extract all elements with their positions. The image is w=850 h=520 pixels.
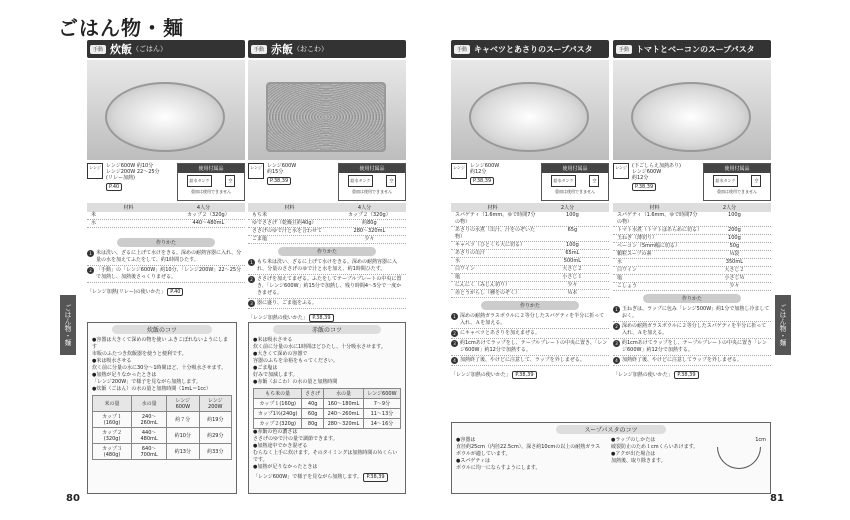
water-tank-state: 空 (225, 175, 235, 187)
steps (613, 294, 771, 366)
side-tab-right: ごはん物・麺 (775, 295, 791, 355)
pasta-bowl-icon (631, 82, 751, 152)
tip-text: ●加熱途中でかき混ぜる (253, 443, 308, 449)
material-row: スパゲティ（1.6mm、ゆで時間7分の物） 100g (451, 212, 609, 227)
materials (613, 203, 771, 291)
page-ref: P.38,39 (632, 183, 656, 191)
bowl-icon (717, 447, 761, 469)
heat-line: レンジ600W (470, 163, 500, 169)
page-number-right: 81 (770, 493, 784, 504)
recipe-photo (248, 60, 406, 160)
recipe-tomato-pasta (613, 40, 771, 379)
material-row: ささげのゆで汁と水を合わせて 280〜320mL (248, 228, 406, 236)
page-ref: P.40 (106, 183, 122, 191)
tip-text: ボウルに均一にならすようにします。 (456, 465, 541, 471)
material-row: 水 500mL (451, 258, 609, 266)
tip-text: 好みで加減します。 (253, 372, 298, 378)
servings: 2人分 (722, 205, 737, 211)
tip-text: ●容器は (456, 437, 476, 443)
recipe-sub: （おこわ） (293, 45, 329, 53)
material-row: こしょう 少々 (613, 283, 771, 291)
step: 2 ささげを加えてまぜる。ふたをしてテーブルプレートの中央に置き、「レンジ600W」約15分で加熱し、残り時間4〜5分で一度かきまぜる。 (248, 275, 406, 299)
tip-text: ●加熱が足りなかったときは (92, 372, 157, 378)
material-row: 水 350mL (613, 259, 771, 267)
tips-title: 赤飯のコツ (273, 325, 381, 334)
recipe-sekihan (248, 40, 406, 322)
tip-text: ●米は吸水させる (92, 358, 132, 364)
accessories-box (338, 163, 406, 201)
heat-line: 約12分 (632, 175, 649, 181)
tips-title: 炊飯のコツ (112, 325, 212, 334)
steps-header: 作りかた (481, 301, 579, 310)
step: 3 器に盛り、ごま塩をふる。 (248, 299, 406, 309)
accessories-box (177, 163, 245, 201)
step: 4 加熱終了後、やけどに注意してラップを外しまぜる。 (613, 356, 771, 366)
step: 3 約1cmあけてラップをし、テーブルプレートの中央に置き、「レンジ600W」約12分で加熱する。 (451, 339, 609, 356)
step: 1 玉ねぎは、ラップに包み「レンジ500W」約1分で加熱し冷ましておく。 (613, 305, 771, 322)
manual-tag: 手動 (90, 45, 106, 54)
microwave-icon: レンジ (613, 163, 629, 179)
heat-line: (リレー加熱) (106, 175, 135, 181)
recipe-header (248, 40, 406, 58)
material-row: トマト水煮（トマトはあらめに切る） 200g (613, 227, 771, 235)
heat-line: レンジ600W (632, 169, 662, 175)
servings: 2人分 (560, 205, 575, 211)
steps (451, 301, 609, 366)
recipe-name: キャベツとあさりのスープパスタ (474, 44, 593, 54)
tip-text: 直径約25cm（内径22.5cm）、深さ約10cmの以上の耐熱ガラスボウルが適しています。 (456, 444, 601, 457)
material-row: 玉ねぎ（薄切り） 100g (613, 235, 771, 243)
plate-note: 重皿は使用できません (555, 189, 595, 194)
tip-text: 「レンジ200W」で様子を見ながら加熱します。 (92, 379, 201, 385)
step: 2 「手動」の「レンジ600W」約10分、「レンジ200W」22〜25分で加熱し、加熱後さっくりまぜる。 (87, 266, 245, 283)
steps-header: 作りかた (278, 247, 376, 256)
page-ref: P.38,39 (267, 177, 291, 185)
material-row: もち米 カップ２（320g） (248, 212, 406, 220)
rice-tips (87, 322, 237, 494)
material-row: 水 440〜480mL (87, 220, 245, 228)
tip-text: 加熱後、取り除きます。 (611, 458, 666, 464)
material-row: 米 カップ２（320g） (87, 212, 245, 220)
tip-text: 炊く前に分量の水に30分〜1時間ほど、十分吸水させます。 (92, 365, 227, 371)
step: 1 米は洗い、ざるに上げて水けをきる。深めの耐熱容器に入れ、分量の水を加えてふたをして、約1時間ひたす。 (87, 249, 245, 266)
plate-note: 重皿は使用できません (352, 189, 392, 194)
tip-text: 「レンジ600W」で様子を見ながら加熱します。 P.38,39 (253, 471, 401, 482)
materials-label: 材料 (123, 205, 134, 211)
page-number-left: 80 (66, 493, 80, 504)
recipe-name: トマトとベーコンのスープパスタ (636, 44, 755, 54)
microwave-icon: レンジ (248, 163, 264, 179)
material-row: キャベツ（ひとくち大に切る） 100g (451, 242, 609, 250)
rice-time-table: 米の量 水の量 レンジ600W レンジ200W カップ１(160g) 240〜260mL 約７分 約19分 カップ２(320g) 440〜480mL 約10分 約29分 カップ３(480g) 640〜700mL 約13分 約33分 (92, 395, 232, 460)
step: 4 加熱終了後、やけどに注意して、ラップを外しまぜる。 (451, 356, 609, 366)
heat-line: 約12分 (470, 169, 487, 175)
tip-text: 炊く前に分量の水に1時間ほどひたし、十分吸水させます。 (253, 344, 386, 350)
servings: 4人分 (357, 205, 372, 211)
material-row: あさりの水煮（缶汁、汁をのぞいた物） 65g (451, 227, 609, 242)
accessories-header: 使用付属品 (704, 164, 770, 173)
tip-text: ●米は吸水させる (253, 337, 293, 343)
material-row: 塩 小さじ１ (451, 274, 609, 282)
heat-line: 約15分 (267, 169, 284, 175)
accessories-header: 使用付属品 (339, 164, 405, 173)
microwave-icon: レンジ (451, 163, 467, 179)
manual-tag: 手動 (251, 45, 267, 54)
tip-table-title: ●炊飯（ごはん）の水の量と加熱時間（1mL＝1cc） (92, 386, 211, 392)
tip-text: ●容器は大きくて深めの物を使い ふきこぼれないようにします (92, 337, 228, 350)
material-row: 顆粒スープの素 ⅓袋 (613, 251, 771, 259)
recipe-header (451, 40, 609, 58)
step: 1 深めの耐熱ガラスボウルに２等分したスパゲティを半分に折って入れ、Ａを加える。 (451, 312, 609, 329)
water-tank-label: 給水タンク (713, 175, 739, 187)
manual-tag: 手動 (616, 45, 632, 54)
recipe-name: 赤飯 (271, 43, 294, 56)
recipe-photo (613, 60, 771, 160)
tip-text: 破裂防止のため１cmくらいあけます。 (611, 444, 699, 450)
heat-line: (下ごしらえ加熱あり) (632, 163, 681, 169)
material-row: ベーコン（5mm幅に切る） 50g (613, 243, 771, 251)
material-row: スパゲティ（1.6mm、ゆで時間7分の物） 100g (613, 212, 771, 227)
heat-line: レンジ600W 約10分 (106, 163, 154, 169)
step: 3 約1cmあけてラップをし、テーブルプレートの中央に置き「レンジ600W」約12分で加熱する。 (613, 339, 771, 356)
materials (248, 203, 406, 244)
water-tank-state: 空 (386, 175, 396, 187)
tip-text: 市販のふたつき炊飯器を使うと便利です。 (92, 351, 187, 357)
bowl-diagram (717, 437, 766, 472)
material-row: ごま塩 少々 (248, 236, 406, 244)
sekihan-tips (248, 322, 406, 494)
step: 1 もち米は洗い、ざるに上げて水けをきる。深めの耐熱容器に入れ、分量のささげのゆで汁と水を加え、約1時間ひたす。 (248, 258, 406, 275)
material-row: 赤とうがらし（種をのぞく） ½本 (451, 290, 609, 298)
tip-text: 容器のふちを余裕をもってください。 (253, 358, 339, 364)
step: 2 にキャベツとあさりを加えまぜる。 (451, 329, 609, 339)
water-tank-state: 空 (751, 175, 761, 187)
materials-label: 材料 (487, 205, 498, 211)
servings: 4人分 (196, 205, 211, 211)
steps (248, 247, 406, 309)
sekihan-box-icon (266, 82, 386, 152)
tip-text: ●大きくて深めの容器で (253, 351, 308, 357)
sekihan-time-table: もち米の量 ささげ 水の量 レンジ600W カップ１(160g) 40g 160〜180mL 7〜9分 カップ1½(240g) 60g 240〜260mL 11〜13分 カップ２(320g) 80g 280〜320mL 14〜16分 (253, 388, 401, 429)
accessories-box (541, 163, 609, 201)
tip-text: ●アクが出た場合は (611, 451, 656, 457)
materials-label: 材料 (649, 205, 660, 211)
material-row: 塩 小さじ½ (613, 275, 771, 283)
recipe-header (613, 40, 771, 58)
water-tank-label: 給水タンク (187, 175, 213, 187)
rice-pot-icon (105, 82, 225, 152)
page-ref: P.38,39 (470, 177, 494, 185)
accessories-header: 使用付属品 (178, 164, 244, 173)
usage-note: 「レンジ加熱の使いかた」 P.38,39 (613, 369, 771, 379)
tip-text: むらなく上手に炊けます。そのタイミングは加熱時間の½くらいです。 (253, 450, 398, 463)
step: 2 深めの耐熱ガラスボウルに２等分したスパゲティを半分に折って入れ、Ａを加える。 (613, 322, 771, 339)
recipe-header (87, 40, 245, 58)
usage-note: 「レンジ加熱の使いかた」 P.38,39 (451, 369, 609, 379)
water-tank-state: 空 (589, 175, 599, 187)
material-row: 白ワイン 大さじ２ (451, 266, 609, 274)
tips-title: スープパスタのコツ (556, 425, 666, 434)
steps (87, 238, 245, 283)
side-tab-left: ごはん物・麺 (60, 295, 76, 355)
manual-tag: 手動 (454, 45, 470, 54)
tip-text: ●ごま塩は (253, 365, 278, 371)
materials (87, 203, 245, 228)
heat-line: レンジ600W (267, 163, 297, 169)
material-row: 白ワイン 大さじ２ (613, 267, 771, 275)
water-tank-label: 給水タンク (348, 175, 374, 187)
tip-text: ささげのゆで汁の量で調節できます。 (253, 436, 338, 442)
water-tank-label: 給水タンク (551, 175, 577, 187)
recipe-rice (87, 40, 245, 296)
pasta-tips (451, 422, 771, 494)
tip-text: ●ラップのしかたは (611, 437, 656, 443)
usage-note: 「レンジ加熱(リレー)の使いかた」 P.40 (87, 286, 245, 296)
materials-label: 材料 (284, 205, 295, 211)
steps-header: 作りかた (117, 238, 215, 247)
recipe-photo (87, 60, 245, 160)
pasta-bowl-icon (469, 82, 589, 152)
steps-header: 作りかた (643, 294, 741, 303)
tip-text: ●スパゲティは (456, 458, 490, 464)
heat-line: レンジ200W 22〜25分 (106, 169, 160, 175)
tip-text: ●赤飯の色の濃さは (253, 429, 298, 435)
accessories-header: 使用付属品 (542, 164, 608, 173)
tip-text: ●加熱が足りなかったときは (253, 464, 318, 470)
plate-note: 重皿は使用できません (191, 189, 231, 194)
section-title: ごはん物・麺 (58, 16, 184, 40)
recipe-name: 炊飯 (110, 43, 133, 56)
material-row: にんにく（みじん切り） 少々 (451, 282, 609, 290)
plate-note: 重皿は使用できません (717, 189, 757, 194)
recipe-info (87, 163, 245, 201)
tip-text: ●赤飯（おこわ）の水の量と加熱時間 (253, 379, 338, 385)
material-row: ゆでささげ（乾燥豆約40g） 約80g (248, 220, 406, 228)
dimension-label: 1cm (755, 437, 766, 443)
microwave-icon: レンジ (87, 163, 103, 179)
materials (451, 203, 609, 298)
recipe-photo (451, 60, 609, 160)
accessories-box (703, 163, 771, 201)
recipe-cabbage-pasta (451, 40, 609, 379)
material-row: あさりの缶汁 65mL (451, 250, 609, 258)
usage-note: 「レンジ加熱の使いかた」 P.38,39 (248, 312, 406, 322)
recipe-sub: （ごはん） (132, 45, 168, 53)
